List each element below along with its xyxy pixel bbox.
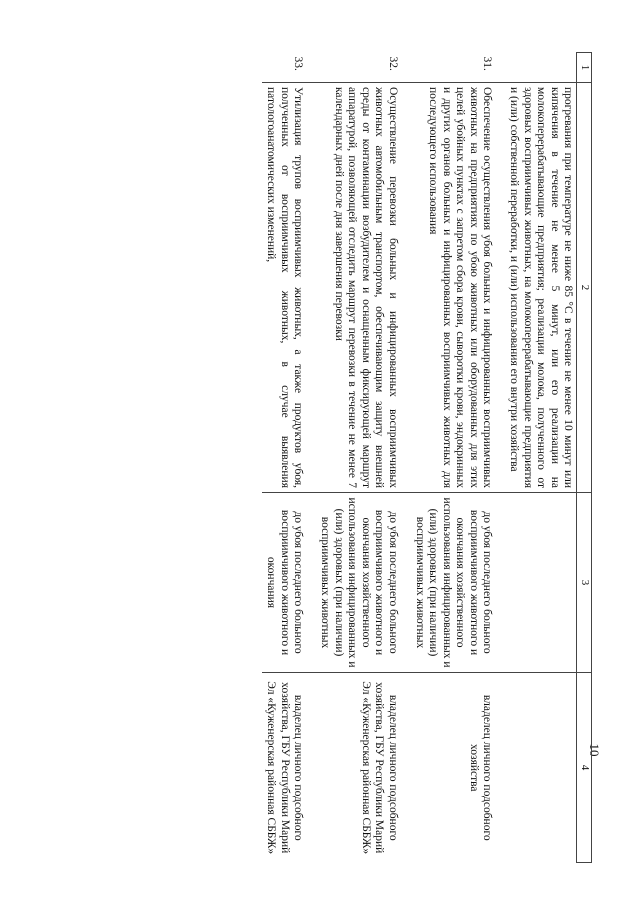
row-responsible: владелец личного подсобного хозяйства, ГБУ Республики Марий Эл «Куженерская районная СББЖ» xyxy=(262,673,306,863)
row-gap xyxy=(401,53,411,863)
row-number: 31. xyxy=(411,53,495,83)
row-gap xyxy=(495,53,505,863)
table-row xyxy=(411,53,495,863)
row-period: до убоя последнего больного восприимчивого животного и окончания хозяйственного использования инфицированных и (или) здоровых (при наличии) восприимчивых животных xyxy=(411,493,495,673)
row-number: 33. xyxy=(262,53,306,83)
table-row xyxy=(262,53,306,863)
row-period xyxy=(505,493,577,673)
row-measure: прогревания при температуре не ниже 85 °С в течение не менее 10 минут или кипячения в течение не менее 5 минут, или его реализации на молокоперерабатывающие предприятия; реализации молока, полученного от здоровых восприимчивых животных, на молокоперерабатывающие предприятия и (или) собственной переработки, и (или) использования его внутри хозяйства xyxy=(505,83,577,493)
page-number: 10 xyxy=(587,743,602,757)
row-responsible: владелец личного подсобного хозяйства, ГБУ Республики Марий Эл «Куженерская районная СББЖ» xyxy=(316,673,400,863)
row-responsible: владелец личного подсобного хозяйства xyxy=(411,673,495,863)
header-cell-4: 4 xyxy=(577,673,592,863)
row-number xyxy=(505,53,577,83)
table-row xyxy=(316,53,400,863)
row-gap xyxy=(306,53,316,863)
header-cell-3: 3 xyxy=(577,493,592,673)
row-measure: Обеспечение осуществления убоя больных и инфицированных восприимчивых животных на предприятиях по убою животных или оборудованных для этих целей убойных пунктах с запретом сбора крови, сыворотки крови, эндокринных и других органов больных и инфицированных восприимчивых животных для последующего использования xyxy=(411,83,495,493)
row-measure: Утилизация трупов восприимчивых животных, а также продуктов убоя, полученных от восприимчивых животных, в случае выявления патологоанатомических изменений, xyxy=(262,83,306,493)
table-row xyxy=(505,53,577,863)
table-header-row xyxy=(577,53,592,863)
header-cell-2: 2 xyxy=(577,83,592,493)
header-cell-1: 1 xyxy=(577,53,592,83)
row-period: до убоя последнего больного восприимчивого животного и окончания xyxy=(262,493,306,673)
rotated-page-content xyxy=(62,52,592,862)
row-number: 32. xyxy=(316,53,400,83)
row-period: до убоя последнего больного восприимчивого животного и окончания хозяйственного использования инфицированных и (или) здоровых (при наличии) восприимчивых животных xyxy=(316,493,400,673)
measures-table xyxy=(262,52,592,863)
row-responsible xyxy=(505,673,577,863)
row-measure: Осуществление перевозки больных и инфицированных восприимчивых животных автомобильным транспортом, обеспечивающим защиту внешней среды от контаминации возбудителем и оснащенным фиксирующей маршрут аппаратурой, позволяющей отследить маршрут перевозки в течение не менее 7 календарных дней после дня завершения перевозки xyxy=(316,83,400,493)
